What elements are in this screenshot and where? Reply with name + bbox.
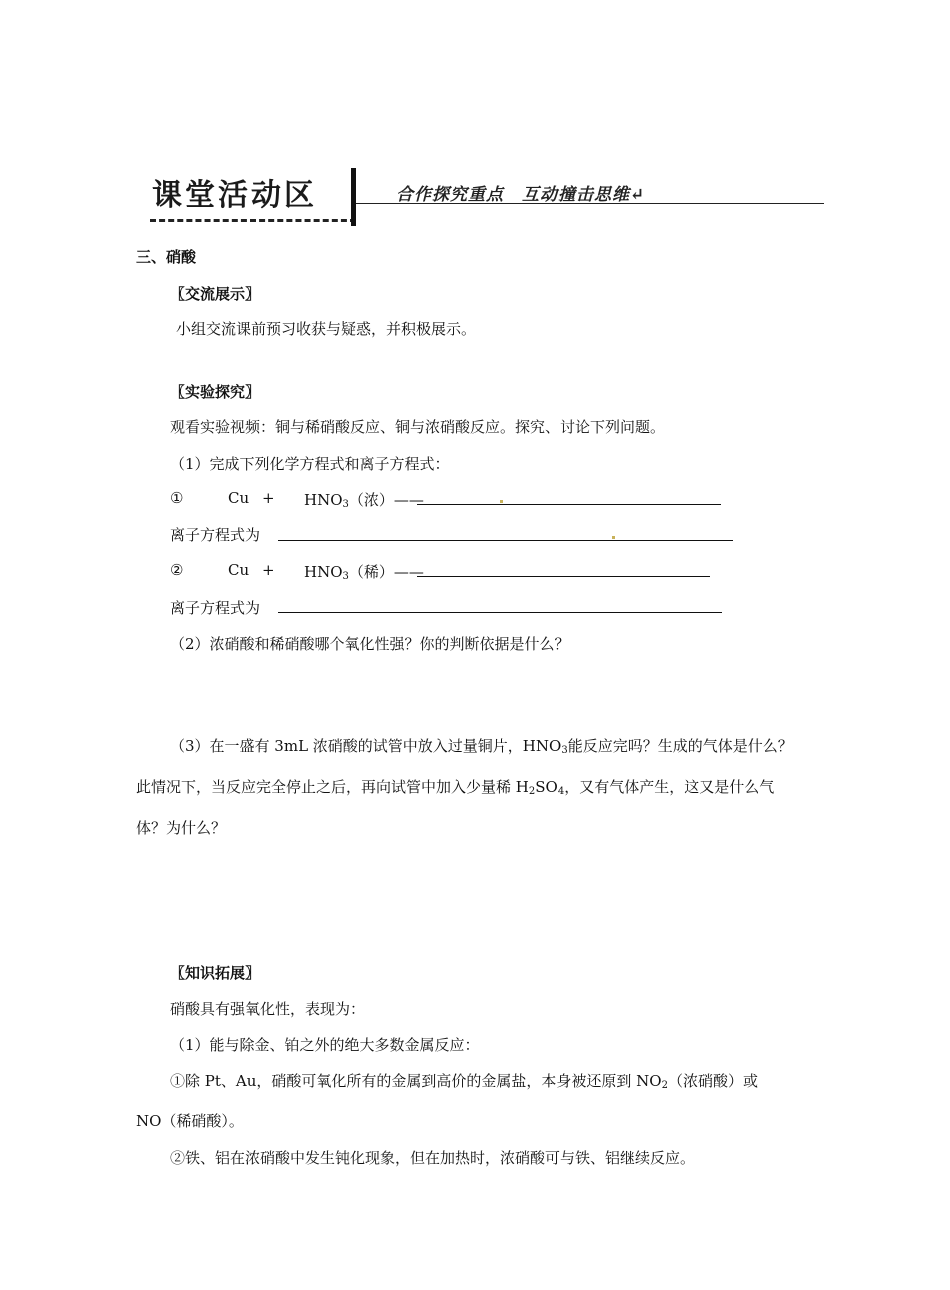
knowledge-heading: 〖知识拓展〗 — [170, 964, 261, 982]
experiment-intro: 观看实验视频：铜与稀硝酸反应、铜与浓硝酸反应。探究、讨论下列问题。 — [170, 418, 666, 436]
question-3-line-1: （3）在一盛有 3mL 浓硝酸的试管中放入过量铜片，$HNO_3$能反应完吗？生成的气体是什么？ — [170, 737, 793, 756]
equation-1-plus: + — [262, 489, 275, 507]
knowledge-point-3: ②铁、铝在浓硝酸中发生钝化现象，但在加热时，浓硝酸可与铁、铝继续反应。 — [170, 1149, 696, 1167]
experiment-heading: 〖实验探究〗 — [170, 383, 261, 401]
equation-2-answer-blank[interactable] — [417, 576, 710, 577]
equation-1-answer-blank[interactable] — [417, 504, 721, 505]
question-1: （1）完成下列化学方程式和离子方程式： — [170, 455, 450, 473]
ionic-label-2: 离子方程式为 — [170, 599, 261, 617]
section-heading: 三、硝酸 — [136, 248, 197, 266]
ionic-answer-blank-1[interactable] — [278, 540, 733, 541]
equation-2-number: ② — [170, 561, 184, 579]
knowledge-point-2: ①除 Pt、Au，硝酸可氧化所有的金属到高价的金属盐，本身被还原到 $NO_2$（浓硝酸）或 — [170, 1072, 758, 1091]
knowledge-intro: 硝酸具有强氧化性，表现为： — [170, 1000, 366, 1018]
equation-2-cu: Cu — [228, 561, 250, 579]
exchange-text: 小组交流课前预习收获与疑惑，并积极展示。 — [176, 320, 477, 338]
equation-1-number: ① — [170, 489, 184, 507]
banner-subtitle: 合作探究重点 互动撞击思维↵ — [396, 185, 646, 205]
speck — [612, 536, 615, 539]
banner-dashed-underline — [150, 219, 356, 222]
ionic-answer-blank-2[interactable] — [278, 612, 722, 613]
ionic-label-1: 离子方程式为 — [170, 526, 261, 544]
question-3-line-2: 此情况下，当反应完全停止之后，再向试管中加入少量稀 $H_2SO_4$，又有气体产生，这又是什么气 — [136, 778, 775, 797]
equation-1-cu: Cu — [228, 489, 250, 507]
banner-title: 课堂活动区 — [152, 178, 317, 213]
knowledge-point-1: （1）能与除金、铂之外的绝大多数金属反应： — [170, 1036, 480, 1054]
equation-1-hno3: $HNO_3$（浓）—— — [304, 491, 424, 510]
equation-2-hno3: $HNO_3$（稀）—— — [304, 563, 424, 582]
knowledge-point-2-cont: NO（稀硝酸）。 — [136, 1112, 244, 1130]
speck — [500, 500, 503, 503]
banner-divider-bar — [351, 168, 356, 226]
equation-2-plus: + — [262, 561, 275, 579]
question-3-line-3: 体？为什么？ — [136, 819, 227, 837]
question-2: （2）浓硝酸和稀硝酸哪个氧化性强？你的判断依据是什么？ — [170, 635, 570, 653]
exchange-heading: 〖交流展示〗 — [170, 285, 261, 303]
banner-rule — [356, 203, 824, 204]
